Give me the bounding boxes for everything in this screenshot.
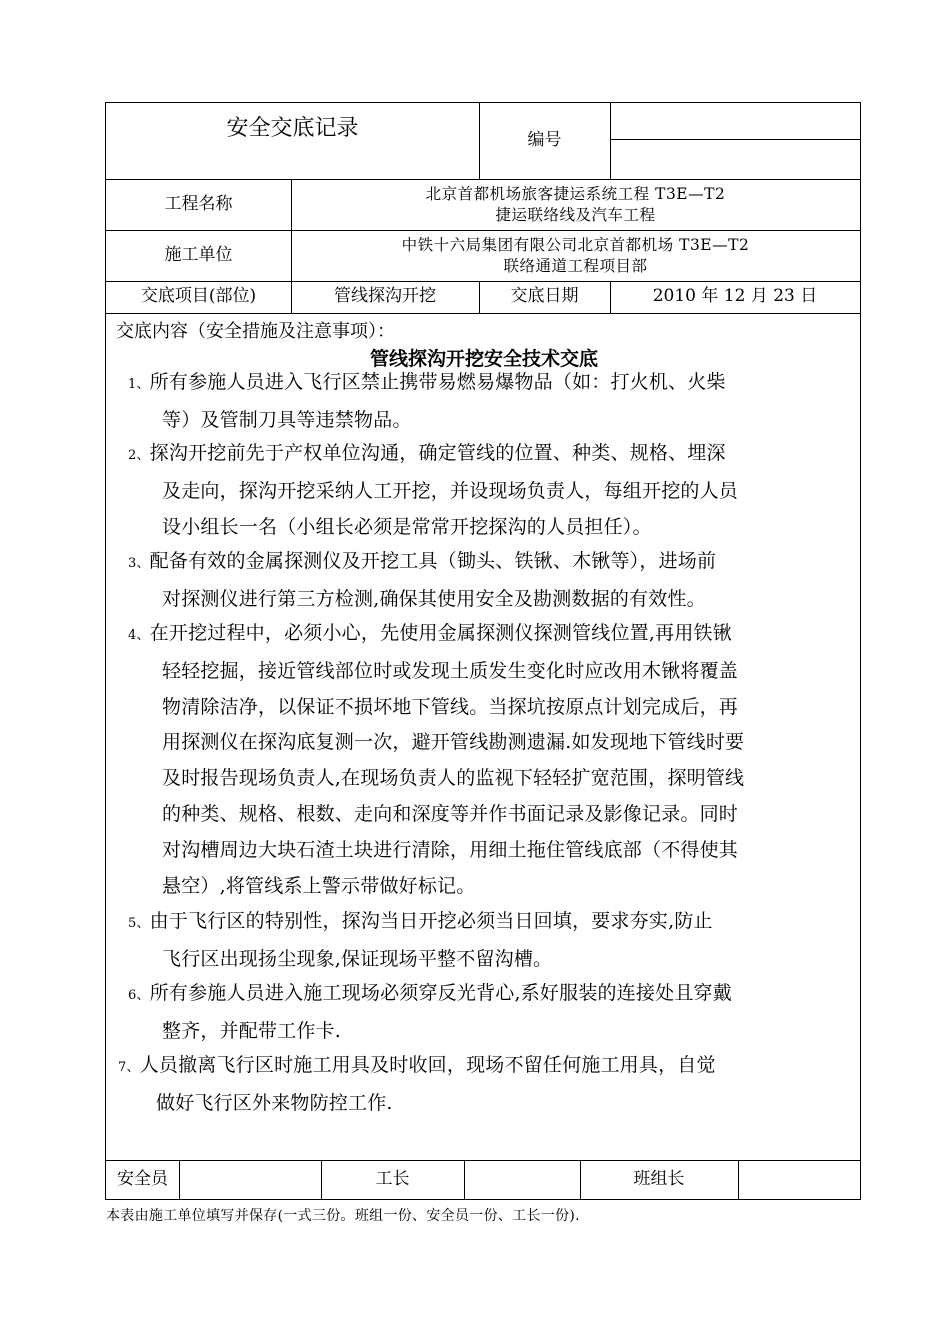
item-line — [106, 797, 852, 833]
number-label: 编号 — [527, 130, 562, 151]
item-line — [106, 474, 852, 510]
foreman-label: 工长 — [375, 1169, 410, 1190]
item-text: 探沟开挖前先于产权单位沟通，确定管线的位置、种类、规格、埋深 — [149, 442, 726, 464]
item-text: 及走向，探沟开挖采纳人工开挖，并设现场负责人，每组开挖的人员 — [162, 479, 739, 502]
safety-briefing-form — [105, 102, 861, 1200]
item-line — [106, 403, 852, 439]
safety-officer-label: 安全员 — [117, 1169, 168, 1190]
row-divider — [106, 313, 860, 314]
briefing-item-value: 管线探沟开挖 — [334, 286, 436, 307]
briefing-item-label: 交底项目(部位) — [140, 286, 257, 307]
project-name-line1: 北京首都机场旅客捷运系统工程 T3E—T2 — [425, 184, 726, 203]
item-line — [106, 761, 852, 797]
briefing-date-label: 交底日期 — [510, 286, 579, 307]
item-line — [106, 510, 852, 546]
briefing-item-2 — [106, 436, 852, 545]
item-line — [106, 1086, 852, 1122]
item-line — [106, 582, 852, 618]
item-line — [106, 1048, 852, 1086]
content-title: 管线探沟开挖安全技术交底 — [369, 348, 598, 370]
item-number: 2、 — [128, 448, 150, 463]
item-number: 6、 — [128, 988, 150, 1003]
number-field-2[interactable] — [610, 139, 860, 179]
item-text: 物清除洁净，以保证不损坏地下管线。当探坑按原点计划完成后，再 — [162, 695, 739, 718]
item-text: 对探测仪进行第三方检测,确保其使用安全及勘测数据的有效性。 — [162, 587, 706, 610]
item-line — [106, 725, 852, 761]
form-title: 安全交底记录 — [226, 116, 359, 142]
item-number: 4、 — [128, 628, 150, 643]
item-line — [106, 436, 852, 474]
item-text: 配备有效的金属探测仪及开挖工具（锄头、铁锹、木锹等），进场前 — [149, 550, 717, 572]
contractor-label: 施工单位 — [164, 244, 233, 265]
briefing-item-5 — [106, 904, 852, 978]
item-line — [106, 869, 852, 905]
item-text: 整齐，并配带工作卡. — [162, 1019, 342, 1042]
briefing-item-7 — [106, 1048, 852, 1122]
briefing-item-1 — [106, 365, 852, 439]
item-text: 悬空）,将管线系上警示带做好标记。 — [162, 874, 476, 897]
item-number: 7、 — [118, 1060, 140, 1075]
project-name-line2: 捷运联络线及汽车工程 — [495, 205, 656, 224]
item-text: 等）及管制刀具等违禁物品。 — [162, 408, 412, 431]
team-leader-signature[interactable] — [738, 1160, 860, 1200]
content-heading: 交底内容（安全措施及注意事项）： — [116, 321, 395, 342]
contractor-value — [291, 230, 860, 281]
foreman-signature[interactable] — [464, 1160, 580, 1200]
item-number: 5、 — [128, 916, 150, 931]
item-line — [106, 942, 852, 978]
item-text: 设小组长一名（小组长必须是常常开挖探沟的人员担任）。 — [162, 515, 652, 538]
item-text: 及时报告现场负责人,在现场负责人的监视下轻轻扩宽范围，探明管线 — [162, 767, 745, 790]
item-text: 的种类、规格、根数、走向和深度等并作书面记录及影像记录。同时 — [162, 802, 739, 825]
item-text: 做好飞行区外来物防控工作. — [156, 1091, 393, 1114]
number-field-1[interactable] — [610, 103, 860, 139]
contractor-line1: 中铁十六局集团有限公司北京首都机场 T3E—T2 — [401, 235, 750, 254]
item-text: 在开挖过程中，必须小心，先使用金属探测仪探测管线位置,再用铁锹 — [149, 622, 732, 644]
item-line — [106, 690, 852, 726]
team-leader-label: 班组长 — [633, 1169, 685, 1190]
item-line — [106, 976, 852, 1014]
item-text: 人员撤离飞行区时施工用具及时收回，现场不留任何施工用具，自觉 — [139, 1054, 716, 1076]
item-text: 所有参施人员进入飞行区禁止携带易燃易爆物品（如：打火机、火柴 — [149, 371, 726, 393]
item-line — [106, 365, 852, 403]
briefing-date-value: 2010 年 12 月 23 日 — [652, 286, 818, 307]
project-name-label: 工程名称 — [164, 193, 233, 214]
safety-officer-signature[interactable] — [179, 1160, 321, 1200]
item-text: 对沟槽周边大块石渣土块进行清除，用细土拖住管线底部（不得使其 — [162, 838, 739, 861]
item-text: 由于飞行区的特别性，探沟当日开挖必须当日回填，要求夯实,防止 — [149, 910, 713, 932]
item-text: 轻轻挖掘，接近管线部位时或发现土质发生变化时应改用木锹将覆盖 — [162, 659, 739, 682]
item-number: 1、 — [128, 377, 150, 392]
item-text: 所有参施人员进入施工现场必须穿反光背心,系好服装的连接处且穿戴 — [149, 982, 732, 1004]
item-line — [106, 544, 852, 582]
contractor-line2: 联络通道工程项目部 — [503, 256, 648, 275]
item-number: 3、 — [128, 556, 150, 571]
item-text: 飞行区出现扬尘现象,保证现场平整不留沟槽。 — [162, 947, 553, 970]
item-line — [106, 654, 852, 690]
item-line — [106, 1014, 852, 1050]
project-name-value — [291, 179, 860, 230]
item-text: 用探测仪在探沟底复测一次，避开管线勘测遗漏.如发现地下管线时要 — [162, 731, 745, 754]
item-line — [106, 616, 852, 654]
briefing-item-6 — [106, 976, 852, 1050]
item-line — [106, 833, 852, 869]
item-line — [106, 904, 852, 942]
footnote: 本表由施工单位填写并保存(一式三份。班组一份、安全员一份、工长一份). — [106, 1208, 580, 1224]
briefing-item-4 — [106, 616, 852, 904]
briefing-item-3 — [106, 544, 852, 618]
